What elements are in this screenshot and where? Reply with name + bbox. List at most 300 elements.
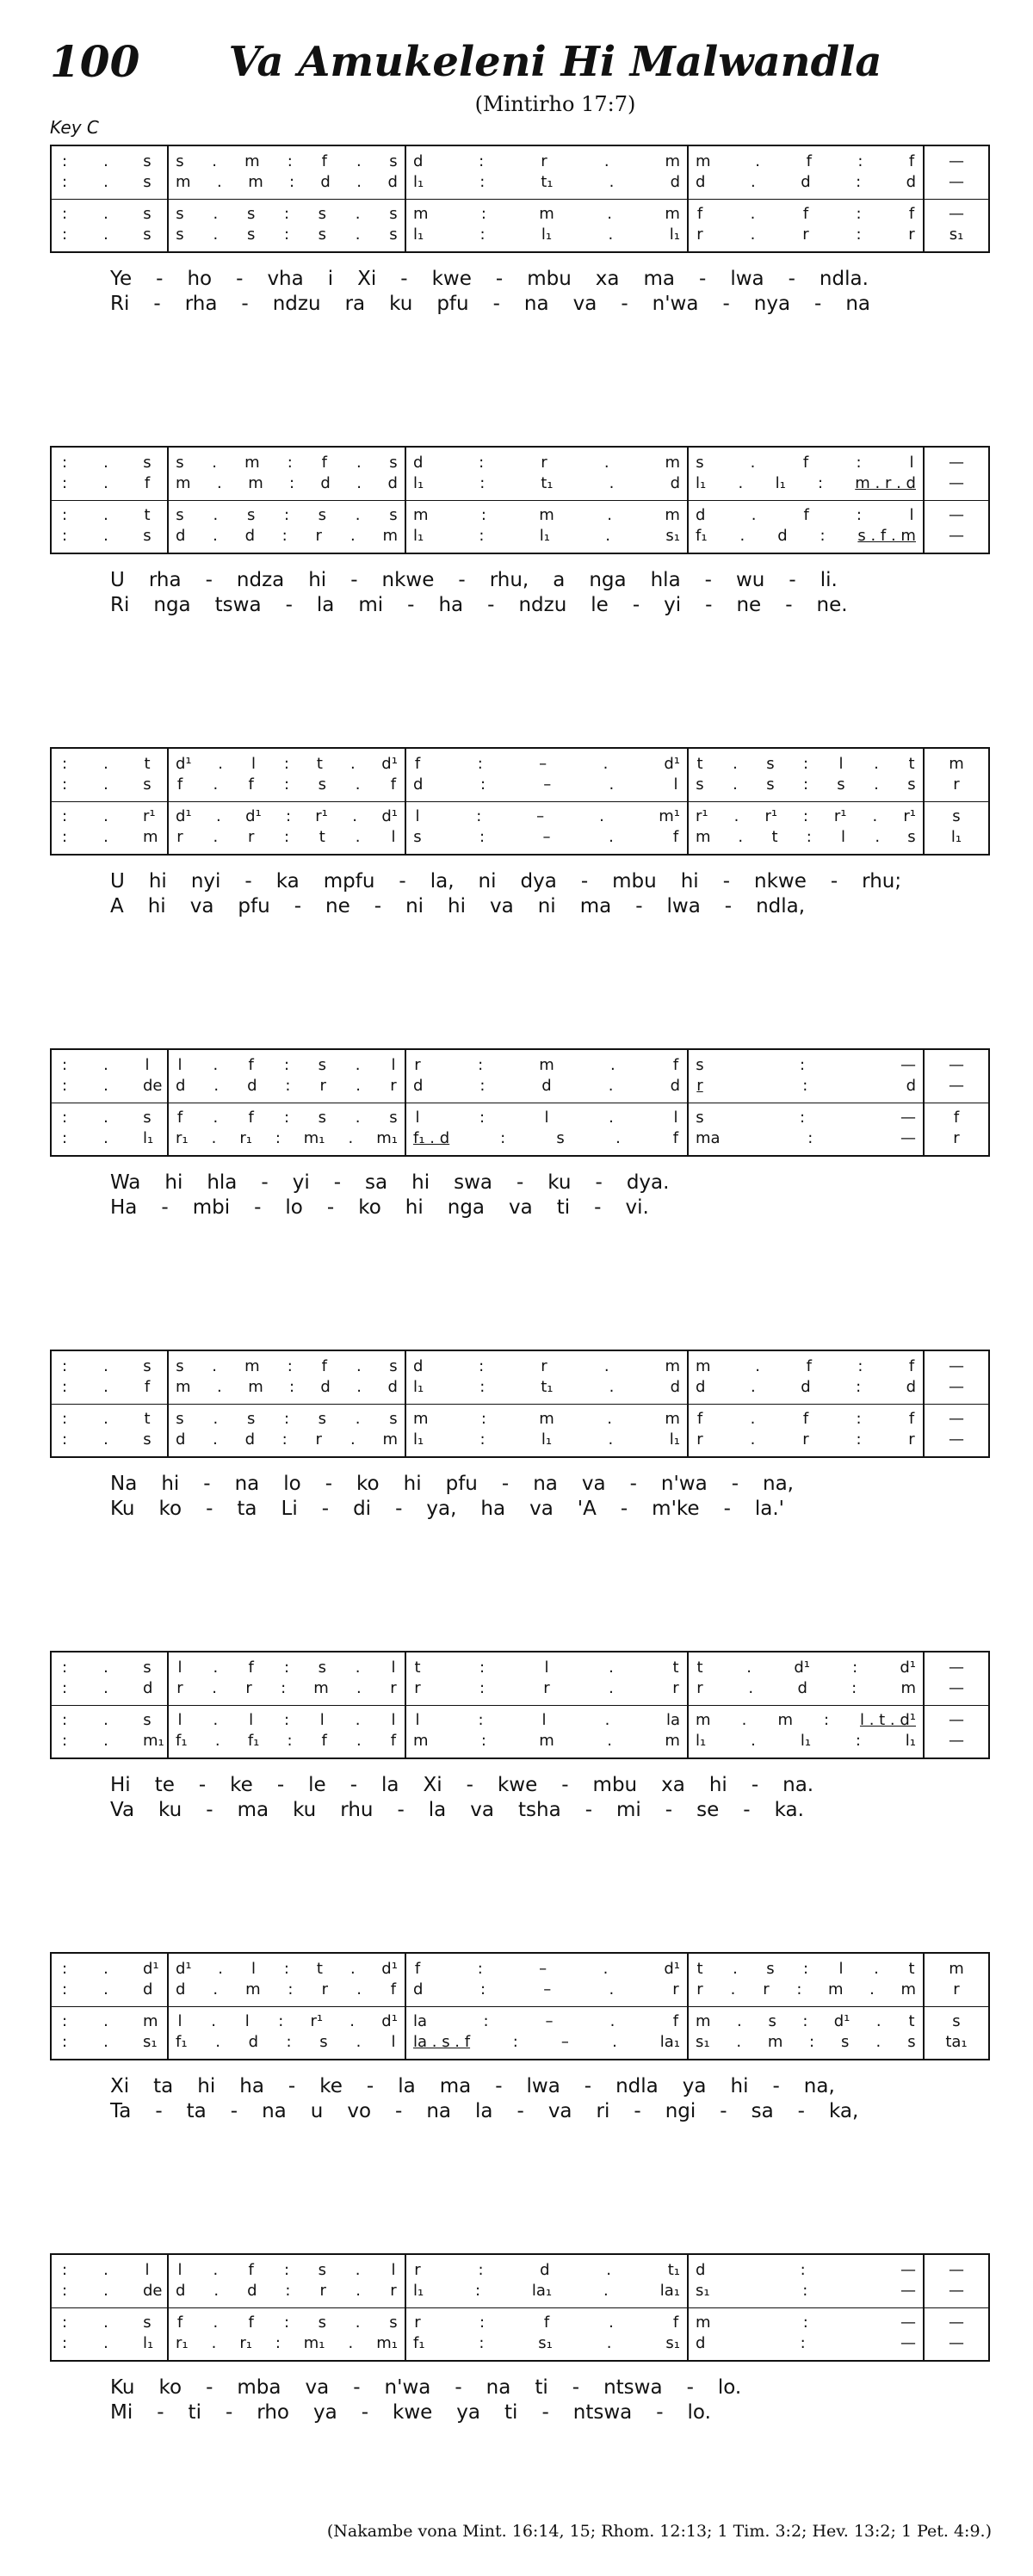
lyric-syllable: - — [161, 1196, 169, 1219]
solfa-note: . — [355, 2260, 361, 2279]
lyric-syllable: - — [294, 895, 302, 917]
lyric-syllable: rhu, — [489, 569, 529, 591]
music-system — [50, 747, 990, 919]
solfa-measure — [406, 1107, 687, 1127]
solfa-note: r — [696, 1430, 703, 1449]
solfa-note: . — [218, 754, 223, 773]
solfa-note: d¹ — [245, 806, 262, 825]
solfa-note: — — [949, 1409, 964, 1428]
solfa-note: r — [414, 2313, 421, 2332]
lyric-line — [110, 2074, 990, 2099]
solfa-note: s — [766, 775, 775, 794]
solfa-note: s — [318, 775, 326, 794]
lyric-syllable: mbu — [612, 870, 657, 893]
solfa-measure — [406, 504, 687, 525]
solfa-note: : — [802, 1959, 809, 1978]
solfa-measure — [689, 1979, 923, 1999]
solfa-measure — [406, 826, 687, 847]
solfa-note: l₁ — [669, 225, 680, 244]
solfa-note: f — [390, 1980, 397, 1998]
solfa-note: : — [61, 1980, 68, 1998]
solfa-measure — [169, 224, 405, 244]
lyric-syllable: ma — [579, 895, 612, 917]
solfa-note: l₁ — [696, 473, 707, 492]
lyric-syllable: ma — [439, 2075, 472, 2097]
lyric-syllable: - — [276, 1774, 285, 1796]
solfa-note: : — [61, 204, 68, 223]
solfa-note: : — [61, 2011, 68, 2030]
solfa-note: la₁ — [659, 2032, 680, 2051]
solfa-note: – — [543, 1980, 552, 1998]
solfa-note: . — [603, 1356, 609, 1375]
lyric-syllable: va — [305, 2376, 330, 2399]
lyric-syllable: na. — [782, 1774, 814, 1796]
solfa-note: r — [543, 1678, 550, 1697]
lyric-syllable: - — [236, 268, 244, 290]
solfa-measure — [689, 452, 923, 473]
solfa-note: f — [248, 1108, 254, 1127]
solfa-note: m — [665, 505, 680, 524]
solfa-note: : — [479, 1658, 486, 1677]
solfa-note: l — [415, 1710, 420, 1729]
solfa-note: l — [244, 2011, 250, 2030]
solfa-note: f — [803, 505, 809, 524]
solfa-note: l₁ — [413, 2281, 424, 2300]
solfa-note: t — [414, 1658, 421, 1677]
solfa-note: s — [766, 754, 775, 773]
lyric-syllable: u — [310, 2100, 324, 2122]
lyric-line — [110, 2400, 990, 2425]
lyric-syllable: li. — [820, 569, 838, 591]
solfa-note: s — [246, 225, 256, 244]
solfa-note: d¹ — [381, 2011, 398, 2030]
lyric-syllable: - — [632, 594, 640, 616]
lyric-syllable: nga — [153, 594, 191, 616]
solfa-note: . — [609, 1980, 615, 1998]
solfa-note: m — [176, 473, 191, 492]
solfa-note: : — [479, 2313, 486, 2332]
solfa-measure — [925, 1657, 988, 1677]
solfa-measure — [689, 473, 923, 493]
solfa-measure — [925, 1376, 988, 1397]
solfa-note: m — [696, 151, 711, 170]
solfa-note: f — [672, 2011, 679, 2030]
solfa-note: . — [355, 1710, 361, 1729]
solfa-note: s — [143, 1108, 152, 1127]
solfa-note: . — [213, 204, 219, 223]
solfa-note: s — [318, 1658, 326, 1677]
solfa-note: m₁ — [303, 1128, 325, 1147]
lyric-syllable: Ye — [110, 268, 133, 290]
solfa-note: . — [103, 1128, 108, 1147]
solfa-note: f — [908, 1409, 915, 1428]
solfa-measure — [406, 1127, 687, 1148]
lyric-syllable: na, — [763, 1473, 794, 1495]
solfa-note: d¹ — [381, 1959, 398, 1978]
solfa-measure — [52, 203, 167, 224]
solfa-note: d — [143, 1678, 153, 1697]
solfa-note: m — [539, 1409, 554, 1428]
solfa-note: . — [103, 806, 108, 825]
solfa-note: . — [607, 204, 612, 223]
solfa-measure — [169, 753, 405, 774]
solfa-note: . — [349, 754, 356, 773]
lyric-syllable: ku — [158, 1799, 182, 1821]
solfa-note: l — [909, 505, 914, 524]
solfa-note: l₁ — [413, 526, 424, 545]
solfa-note: f — [806, 1356, 812, 1375]
solfa-note: s — [318, 225, 326, 244]
solfa-note: . — [750, 1430, 756, 1449]
solfa-note: : — [61, 1959, 68, 1978]
solfa-note: l — [541, 1710, 547, 1729]
lyric-syllable: na — [262, 2100, 287, 2122]
lyric-line — [110, 869, 990, 894]
solfa-note: — — [949, 2313, 964, 2332]
solfa-note: . — [213, 1430, 218, 1449]
solfa-measure — [406, 203, 687, 224]
solfa-note: f — [176, 1108, 183, 1127]
solfa-note: . — [213, 2281, 220, 2300]
solfa-note: . — [103, 1959, 108, 1978]
lyric-syllable: - — [399, 870, 406, 893]
lyric-syllable: ndza — [236, 569, 285, 591]
solfa-note: . — [103, 1108, 108, 1127]
solfa-note: : — [852, 1658, 858, 1677]
lyric-syllable: swa — [454, 1171, 492, 1194]
solfa-note: : — [283, 775, 290, 794]
solfa-staff — [50, 145, 990, 253]
solfa-note: d — [143, 1980, 153, 1998]
solfa-note: : — [283, 1055, 290, 1074]
solfa-note: . — [750, 172, 756, 191]
solfa-measure — [52, 1107, 167, 1127]
lyric-syllable: - — [772, 2075, 780, 2097]
lyric-syllable: Va — [110, 1799, 135, 1821]
solfa-measure — [169, 1376, 405, 1397]
lyric-syllable: a — [553, 569, 566, 591]
solfa-note: f — [802, 204, 809, 223]
solfa-note: f₁ — [696, 526, 708, 545]
lyric-syllable: - — [635, 895, 643, 917]
solfa-note: m — [413, 1731, 429, 1750]
solfa-note: : — [61, 453, 68, 472]
solfa-note: — — [949, 1731, 964, 1750]
solfa-measure — [406, 1709, 687, 1730]
solfa-note: la — [413, 2011, 428, 2030]
solfa-note: l₁ — [775, 473, 786, 492]
lyric-syllable: - — [751, 1774, 759, 1796]
solfa-note: s₁ — [538, 2333, 553, 2352]
solfa-note: f — [414, 754, 421, 773]
lyric-syllable: Ku — [110, 2376, 135, 2399]
solfa-note: . — [609, 1108, 614, 1127]
solfa-measure — [406, 1657, 687, 1677]
solfa-note: s — [176, 204, 184, 223]
solfa-note: ta₁ — [945, 2032, 968, 2051]
solfa-note: s — [318, 1409, 326, 1428]
lyric-line — [110, 1472, 990, 1497]
solfa-note: . — [609, 1377, 615, 1396]
solfa-note: s — [389, 204, 398, 223]
solfa-note: r — [953, 1980, 960, 1998]
lyric-syllable: yi — [292, 1171, 310, 1194]
lyric-syllable: hi — [708, 1774, 727, 1796]
lyric-syllable: va — [572, 293, 597, 315]
solfa-note: . — [875, 2032, 881, 2051]
solfa-note: m¹ — [659, 806, 680, 825]
solfa-note: . — [750, 1377, 756, 1396]
solfa-note: r — [176, 1678, 183, 1697]
solfa-note: d — [387, 473, 398, 492]
solfa-note: . — [103, 775, 108, 794]
lyric-syllable: ko — [358, 1196, 381, 1219]
lyric-syllable: ti — [556, 1196, 571, 1219]
solfa-note: : — [857, 1356, 863, 1375]
solfa-note: f — [321, 1731, 327, 1750]
lyric-syllable: Ku — [110, 1498, 135, 1520]
lyric-syllable: hi — [147, 895, 166, 917]
solfa-measure — [169, 2332, 405, 2353]
lyric-syllable: va — [547, 2100, 572, 2122]
part-divider — [52, 2006, 988, 2007]
solfa-note: l — [544, 1658, 549, 1677]
solfa-note: r — [245, 1678, 252, 1697]
solfa-note: : — [856, 172, 862, 191]
solfa-measure — [925, 1730, 988, 1751]
solfa-measure — [925, 2312, 988, 2332]
lyric-syllable: mbu — [592, 1774, 638, 1796]
solfa-note: f — [672, 827, 679, 846]
lyric-syllable: - — [830, 870, 838, 893]
solfa-note: m — [696, 2313, 711, 2332]
solfa-note: . — [608, 1076, 614, 1095]
solfa-note: : — [480, 204, 486, 223]
solfa-note: l₁ — [541, 225, 553, 244]
solfa-note: . — [609, 473, 615, 492]
lyric-syllable: - — [541, 2401, 549, 2424]
solfa-note: t₁ — [541, 1377, 554, 1396]
lyric-syllable: - — [789, 569, 796, 591]
solfa-note: : — [289, 473, 295, 492]
solfa-note: : — [802, 754, 809, 773]
solfa-note: s — [389, 1108, 398, 1127]
lyrics — [110, 1773, 990, 1823]
solfa-note: r¹ — [833, 806, 847, 825]
solfa-note: . — [356, 1356, 362, 1375]
solfa-note: f₁ — [247, 1731, 260, 1750]
lyric-syllable: - — [198, 1774, 207, 1796]
solfa-note: s — [766, 1959, 775, 1978]
lyric-syllable: Hi — [110, 1774, 131, 1796]
solfa-note: — — [949, 1377, 964, 1396]
solfa-measure — [925, 826, 988, 847]
solfa-note: f — [390, 775, 397, 794]
solfa-note: l₁ — [905, 1731, 916, 1750]
solfa-note: m — [313, 1678, 329, 1697]
solfa-note: f — [144, 473, 151, 492]
solfa-note: : — [61, 526, 68, 545]
solfa-note: . — [213, 2260, 219, 2279]
solfa-note: l₁ — [696, 1731, 707, 1750]
solfa-measure — [406, 774, 687, 794]
solfa-measure — [406, 171, 687, 192]
lyric-syllable: kwe — [393, 2401, 433, 2424]
solfa-note: r₁ — [176, 1128, 189, 1147]
lyric-syllable: ndzu — [272, 293, 321, 315]
solfa-measure — [925, 1429, 988, 1449]
solfa-note: s₁ — [949, 225, 964, 244]
solfa-note: s — [389, 225, 398, 244]
lyric-syllable: na — [234, 1473, 260, 1495]
solfa-note: l₁ — [413, 1430, 424, 1449]
solfa-measure — [169, 806, 405, 826]
solfa-measure — [52, 224, 167, 244]
solfa-note: m — [696, 2011, 711, 2030]
solfa-note: : — [61, 2281, 68, 2300]
solfa-note: . — [103, 1377, 108, 1396]
solfa-note: s — [952, 806, 961, 825]
solfa-note: . — [349, 1959, 356, 1978]
solfa-note: s — [841, 2032, 850, 2051]
solfa-note: . — [355, 204, 361, 223]
solfa-note: l — [673, 1108, 678, 1127]
solfa-note: — — [900, 1128, 916, 1147]
solfa-note: d — [413, 1076, 424, 1095]
solfa-note: . — [609, 775, 615, 794]
solfa-note: r — [802, 225, 809, 244]
solfa-measure — [925, 1408, 988, 1429]
solfa-measure — [925, 473, 988, 493]
solfa-note: f — [248, 775, 254, 794]
part-divider — [52, 1404, 988, 1405]
music-system — [50, 145, 990, 317]
solfa-note: : — [856, 225, 862, 244]
solfa-note: : — [61, 1377, 68, 1396]
solfa-note: m — [248, 473, 263, 492]
solfa-note: . — [751, 1731, 756, 1750]
lyric-syllable: - — [704, 569, 712, 591]
solfa-note: l — [249, 1710, 254, 1729]
solfa-note: m₁ — [376, 1128, 398, 1147]
solfa-note: l — [177, 1710, 182, 1729]
solfa-note: f — [672, 1055, 679, 1074]
solfa-note: f — [248, 1055, 254, 1074]
lyric-syllable: - — [366, 2075, 374, 2097]
solfa-note: f — [321, 453, 327, 472]
lyric-syllable: - — [487, 594, 495, 616]
solfa-note: m — [413, 204, 429, 223]
solfa-note: . — [213, 775, 219, 794]
solfa-measure — [925, 452, 988, 473]
solfa-note: d¹ — [381, 806, 398, 825]
solfa-note: . — [741, 1710, 747, 1729]
solfa-note: s — [143, 1658, 152, 1677]
solfa-measure — [406, 1677, 687, 1698]
solfa-note: . — [606, 2260, 611, 2279]
solfa-note: : — [851, 1678, 857, 1697]
lyric-syllable: lo — [285, 1196, 303, 1219]
solfa-note: : — [61, 1055, 68, 1074]
solfa-note: r — [319, 1076, 326, 1095]
solfa-measure — [406, 2280, 687, 2301]
lyric-syllable: - — [501, 1473, 510, 1495]
solfa-note: . — [103, 1710, 108, 1729]
solfa-note: . — [356, 1980, 362, 1998]
solfa-note: . — [103, 1980, 108, 1998]
lyric-syllable: - — [153, 293, 161, 315]
lyric-syllable: di — [353, 1498, 372, 1520]
lyric-syllable: - — [353, 2376, 361, 2399]
lyric-syllable: hi — [308, 569, 327, 591]
solfa-measure — [689, 1429, 923, 1449]
lyric-syllable: - — [516, 1171, 524, 1194]
solfa-staff — [50, 747, 990, 856]
solfa-note: f — [543, 2313, 550, 2332]
lyric-syllable: - — [254, 1196, 262, 1219]
solfa-note: l — [177, 1055, 182, 1074]
lyric-syllable: - — [261, 1171, 269, 1194]
lyric-syllable: ha — [438, 594, 464, 616]
solfa-note: m — [665, 204, 680, 223]
solfa-note: . — [213, 1108, 219, 1127]
solfa-measure — [925, 1075, 988, 1096]
solfa-note: . — [736, 2032, 742, 2051]
lyric-syllable: ta — [153, 2075, 174, 2097]
solfa-measure — [406, 2011, 687, 2031]
lyric-syllable: hi — [148, 870, 167, 893]
solfa-note: . — [348, 2333, 354, 2352]
solfa-note: – — [543, 775, 552, 794]
solfa-measure — [406, 2259, 687, 2280]
solfa-measure — [689, 2280, 923, 2301]
solfa-note: . — [607, 505, 612, 524]
lyric-syllable: Ta — [110, 2100, 132, 2122]
solfa-note: la . s . f — [413, 2032, 471, 2051]
solfa-note: r¹ — [310, 2011, 324, 2030]
solfa-note: : — [61, 1128, 68, 1147]
solfa-measure — [689, 1408, 923, 1429]
lyric-syllable: 'A — [577, 1498, 597, 1520]
lyric-syllable: la, — [430, 870, 455, 893]
solfa-note: t₁ — [541, 172, 554, 191]
solfa-note: s — [246, 505, 256, 524]
solfa-note: d¹ — [794, 1658, 810, 1677]
solfa-note: l₁ — [413, 1377, 424, 1396]
solfa-note: . — [213, 1055, 219, 1074]
solfa-note: t — [908, 2011, 915, 2030]
solfa-measure — [52, 2280, 167, 2301]
solfa-measure — [689, 753, 923, 774]
solfa-note: — — [949, 1356, 964, 1375]
solfa-note: . — [609, 2313, 614, 2332]
solfa-note: s — [389, 1356, 398, 1375]
solfa-note: : — [799, 1108, 806, 1127]
solfa-note: : — [856, 505, 862, 524]
solfa-note: r — [672, 1980, 679, 1998]
solfa-note: f — [802, 453, 809, 472]
lyric-syllable: hi — [448, 895, 466, 917]
lyric-syllable: nga — [447, 1196, 486, 1219]
lyric-syllable: Xi — [357, 268, 377, 290]
solfa-note: . — [738, 827, 744, 846]
solfa-note: s — [837, 775, 845, 794]
solfa-note: : — [802, 806, 808, 825]
solfa-note: m — [665, 1356, 680, 1375]
solfa-note: s — [907, 775, 916, 794]
solfa-note: . — [599, 806, 604, 825]
lyric-syllable: va — [470, 1799, 494, 1821]
